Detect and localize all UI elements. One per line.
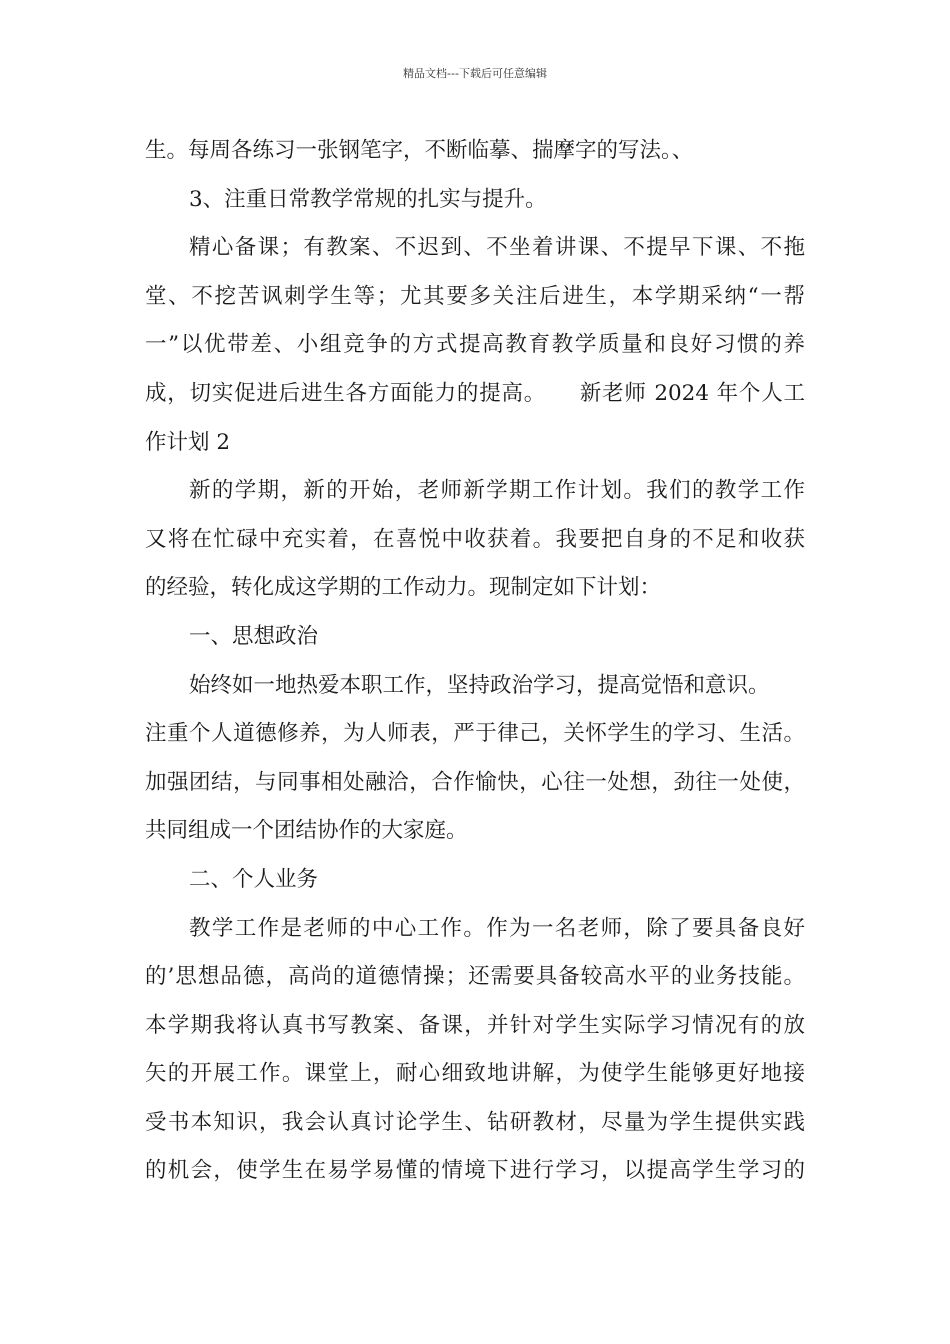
text-line: 的’思想品德，高尚的道德情操；还需要具备较高水平的业务技能。: [145, 964, 805, 990]
text-line: 共同组成一个团结协作的大家庭。: [145, 818, 468, 844]
text-line: 又将在忙碌中充实着，在喜悦中收获着。我要把自身的不足和收获: [145, 526, 805, 552]
text-line: 二、个人业务: [189, 866, 319, 892]
text-line: 的机会，使学生在易学易懂的情境下进行学习，以提高学生学习的: [145, 1158, 805, 1184]
text-line: 本学期我将认真书写教案、备课，并针对学生实际学习情况有的放: [145, 1012, 805, 1038]
text-line: 矢的开展工作。课堂上，耐心细致地讲解，为使学生能够更好地接: [145, 1061, 805, 1087]
text-line: 作计划 2: [145, 429, 231, 455]
text-line: 成，切实促进后进生各方面能力的提高。 新老师 2024 年个人工: [145, 380, 805, 406]
text-line: 注重个人道德修养，为人师表，严于律己，关怀学生的学习、生活。: [145, 721, 805, 747]
text-line: 生。每周各练习一张钢笔字，不断临摹、揣摩字的写法。、: [145, 138, 694, 163]
text-line: 一”以优带差、小组竞争的方式提高教育教学质量和良好习惯的养: [145, 332, 805, 358]
text-line: 加强团结，与同事相处融洽，合作愉快，心往一处想，劲往一处使，: [145, 769, 805, 795]
text-line: 受书本知识，我会认真讨论学生、钻研教材，尽量为学生提供实践: [145, 1109, 805, 1135]
text-line: 堂、不挖苦讽刺学生等；尤其要多关注后进生，本学期采纳“一帮: [145, 283, 805, 309]
document-body: [145, 127, 805, 1196]
text-line: 精心备课；有教案、不迟到、不坐着讲课、不提早下课、不拖: [189, 235, 805, 261]
text-line: 的经验，转化成这学期的工作动力。现制定如下计划：: [145, 575, 662, 601]
text-line: 始终如一地热爱本职工作，坚持政治学习，提高觉悟和意识。: [189, 672, 770, 698]
text-line: 新的学期，新的开始，老师新学期工作计划。我们的教学工作: [189, 478, 805, 504]
text-line: 教学工作是老师的中心工作。作为一名老师，除了要具备良好: [189, 915, 805, 941]
text-line: 3、注重日常教学常规的扎实与提升。: [189, 186, 547, 212]
text-line: 一、思想政治: [189, 623, 319, 649]
page-header: 精品文档---下载后可任意编辑: [403, 67, 547, 80]
